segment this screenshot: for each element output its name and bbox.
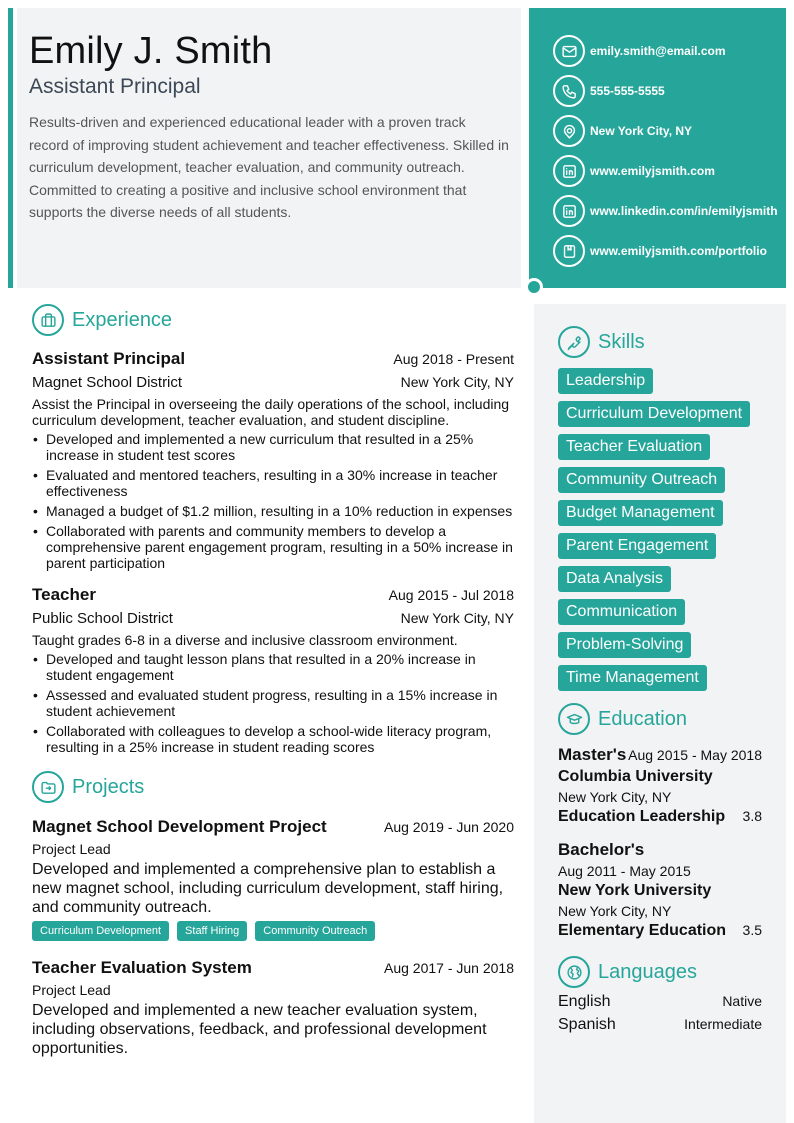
job-dates: Aug 2015 - Jul 2018 — [388, 587, 514, 603]
project-entry — [32, 958, 514, 1058]
school-location: New York City, NY — [558, 789, 672, 805]
project-description: Developed and implemented a new teacher evaluation system, including observations, feedback, and professional development opportunities. — [32, 1002, 487, 1057]
language-level: Intermediate — [684, 1016, 762, 1032]
linkedin-icon — [553, 195, 585, 227]
degree: Master's — [558, 745, 627, 764]
contact-website-text: www.emilyjsmith.com — [590, 164, 715, 178]
skill-badge: Problem-Solving — [558, 632, 691, 658]
job-location: New York City, NY — [400, 374, 514, 390]
bullet-item: • Collaborated with colleagues to develop a school-wide literacy program, resulting in a 25% increase in student reading scores — [32, 723, 514, 755]
briefcase-icon — [32, 304, 64, 336]
bullet-item: • Evaluated and mentored teachers, resulting in a 30% increase in teacher effectiveness — [32, 467, 514, 499]
graduation-cap-icon — [558, 703, 590, 735]
project-entry — [32, 817, 514, 941]
job-dates: Aug 2018 - Present — [393, 351, 514, 367]
main-column — [32, 304, 514, 1058]
job-description: Assist the Principal in overseeing the daily operations of the school, including curriculum development, teacher evaluation, and student discipline. — [32, 396, 510, 428]
contact-portfolio-text: www.emilyjsmith.com/portfolio — [590, 244, 767, 258]
project-dates: Aug 2017 - Jun 2018 — [384, 960, 514, 976]
candidate-name: Emily J. Smith — [29, 30, 273, 72]
bullet-item: • Managed a budget of $1.2 million, resulting in a 10% reduction in expenses — [32, 503, 514, 519]
language-name: Spanish — [558, 1016, 616, 1033]
job-description: Taught grades 6-8 in a diverse and inclusive classroom environment. — [32, 632, 458, 648]
job-title: Assistant Principal — [32, 349, 186, 368]
language-level: Native — [722, 993, 762, 1009]
education-entry — [558, 745, 762, 826]
project-role: Project Lead — [32, 841, 111, 857]
contact-website[interactable] — [553, 151, 786, 191]
portfolio-icon — [553, 235, 585, 267]
contact-portfolio[interactable] — [553, 231, 786, 271]
skill-badge: Communication — [558, 599, 685, 625]
globe-icon — [558, 956, 590, 988]
envelope-icon — [553, 35, 585, 67]
decorative-dot — [525, 278, 543, 296]
bullet-item: • Assessed and evaluated student progress, resulting in a 15% increase in student achievement — [32, 687, 514, 719]
job-bullets — [32, 431, 514, 571]
contact-linkedin-text: www.linkedin.com/in/emilyjsmith — [590, 204, 778, 218]
skill-badge: Leadership — [558, 368, 653, 394]
experience-heading — [32, 304, 514, 336]
project-folder-icon — [32, 771, 64, 803]
skill-badge: Data Analysis — [558, 566, 671, 592]
skills-heading — [558, 326, 762, 358]
bullet-item: • Developed and implemented a new curriculum that resulted in a 25% increase in student test scores — [32, 431, 514, 463]
languages-title: Languages — [598, 960, 697, 983]
phone-icon — [553, 75, 585, 107]
languages-heading — [558, 956, 762, 988]
project-dates: Aug 2019 - Jun 2020 — [384, 819, 514, 835]
contact-linkedin[interactable] — [553, 191, 786, 231]
gpa: 3.5 — [742, 922, 762, 938]
accent-bar — [8, 8, 13, 288]
language-item — [558, 993, 762, 1011]
project-tag: Curriculum Development — [32, 921, 169, 941]
education-dates: Aug 2015 - May 2018 — [628, 747, 762, 763]
job-bullets — [32, 651, 514, 755]
job-organization: Magnet School District — [32, 374, 183, 391]
project-role: Project Lead — [32, 982, 111, 998]
language-item — [558, 1016, 762, 1034]
linkedin-icon — [553, 155, 585, 187]
sidebar — [534, 304, 786, 1123]
job-title: Teacher — [32, 585, 96, 604]
experience-title: Experience — [72, 308, 173, 331]
contact-panel — [529, 8, 786, 288]
skill-badge: Curriculum Development — [558, 401, 750, 427]
skill-badge: Teacher Evaluation — [558, 434, 710, 460]
project-tag: Community Outreach — [255, 921, 375, 941]
wrench-icon — [558, 326, 590, 358]
project-tags — [32, 921, 514, 941]
experience-entry — [32, 349, 514, 571]
projects-title: Projects — [72, 775, 145, 798]
skills-title: Skills — [598, 330, 645, 353]
education-title: Education — [598, 707, 687, 730]
projects-heading — [32, 771, 514, 803]
education-heading — [558, 703, 762, 735]
skills-list — [558, 368, 762, 691]
field-of-study: Education Leadership — [558, 808, 726, 825]
skill-badge: Parent Engagement — [558, 533, 716, 559]
contact-email-text: emily.smith@email.com — [590, 44, 726, 58]
contact-location — [553, 111, 786, 151]
map-pin-icon — [553, 115, 585, 147]
field-of-study: Elementary Education — [558, 922, 727, 939]
contact-phone-text: 555-555-5555 — [590, 84, 665, 98]
project-tag: Staff Hiring — [177, 921, 247, 941]
skill-badge: Community Outreach — [558, 467, 725, 493]
degree: Bachelor's — [558, 840, 645, 859]
experience-entry — [32, 585, 514, 755]
contact-location-text: New York City, NY — [590, 124, 693, 138]
candidate-title: Assistant Principal — [29, 75, 201, 98]
contact-email[interactable] — [553, 31, 786, 71]
profile-summary: Results-driven and experienced educational leader with a proven track record of improving student achievement and teacher effectiveness. Skilled in curriculum development, teacher evaluation, and community outreach. Committed to creating a positive and inclusive school environment that supports the diverse needs of all students. — [29, 114, 509, 221]
job-location: New York City, NY — [400, 610, 514, 626]
school: Columbia University — [558, 768, 713, 785]
education-dates: Aug 2011 - May 2015 — [558, 863, 691, 879]
project-title: Teacher Evaluation System — [32, 958, 252, 977]
education-entry — [558, 840, 762, 940]
skill-badge: Time Management — [558, 665, 707, 691]
bullet-item: • Collaborated with parents and community members to develop a comprehensive parent engagement program, resulting in a 50% increase in parent participation — [32, 523, 514, 571]
skill-badge: Budget Management — [558, 500, 723, 526]
languages-list — [558, 993, 762, 1034]
language-name: English — [558, 993, 611, 1010]
contact-phone[interactable] — [553, 71, 786, 111]
header-summary-panel — [17, 8, 521, 288]
project-title: Magnet School Development Project — [32, 817, 327, 836]
school-location: New York City, NY — [558, 903, 672, 919]
school: New York University — [558, 882, 712, 899]
job-organization: Public School District — [32, 610, 173, 627]
gpa: 3.8 — [742, 808, 762, 824]
bullet-item: • Developed and taught lesson plans that resulted in a 20% increase in student engagement — [32, 651, 514, 683]
project-description: Developed and implemented a comprehensive plan to establish a new magnet school, including curriculum development, staff hiring, and community outreach. — [32, 861, 504, 916]
